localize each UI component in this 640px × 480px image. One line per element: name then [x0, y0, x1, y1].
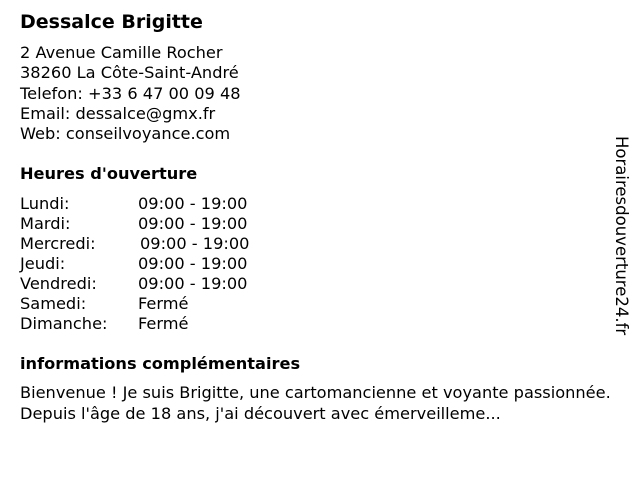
description-text: Bienvenue ! Je suis Brigitte, une cartomancienne et voyante passionnée. Depuis l'âge de 18 ans, j'ai découvert avec émerveilleme... [20, 383, 611, 423]
additional-info-heading: informations complémentaires [20, 354, 301, 373]
time-value: 09:00 - 19:00 [138, 254, 248, 273]
day-label: Jeudi: [20, 254, 66, 273]
site-watermark: Horairesdouverture24.fr [612, 136, 631, 336]
address-street: 2 Avenue Camille Rocher [20, 43, 223, 62]
time-value: 09:00 - 19:00 [138, 214, 248, 233]
day-label: Dimanche: [20, 314, 108, 333]
time-value: 09:00 - 19:00 [138, 194, 248, 213]
opening-hours-heading: Heures d'ouverture [20, 164, 198, 183]
time-value: 09:00 - 19:00 [140, 234, 250, 253]
day-label: Samedi: [20, 294, 87, 313]
day-label: Mercredi: [20, 234, 96, 253]
website-text: Web: conseilvoyance.com [20, 124, 231, 144]
address-city: 38260 La Côte-Saint-André [20, 63, 239, 83]
phone-text: Telefon: +33 6 47 00 09 48 [20, 83, 241, 103]
time-value: Fermé [138, 294, 189, 313]
day-label: Mardi: [20, 214, 71, 233]
email-text: Email: dessalce@gmx.fr [20, 103, 216, 123]
time-value: 09:00 - 19:00 [138, 274, 248, 293]
business-name: Dessalce Brigitte [20, 11, 203, 33]
contact-block [20, 43, 241, 144]
day-label: Lundi: [20, 194, 70, 213]
time-value: Fermé [138, 314, 189, 333]
day-label: Vendredi: [20, 274, 97, 293]
